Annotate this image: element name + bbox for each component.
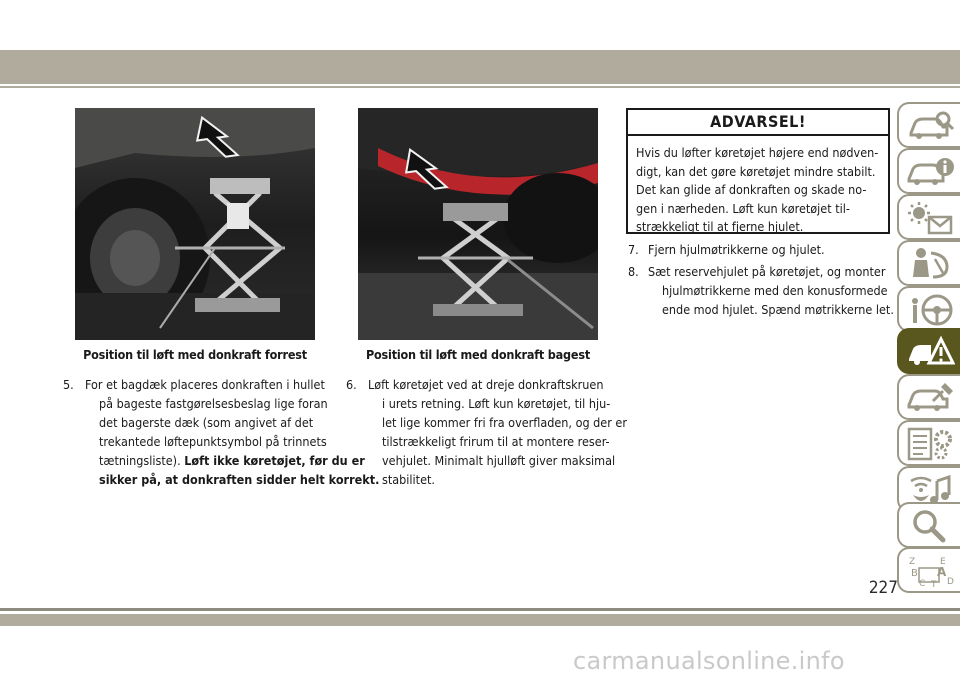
step-text: i urets retning. Løft kun køretøjet, til hju- [382,396,611,411]
step-text: på bageste fastgørelsesbeslag lige foran [99,396,328,411]
top-header-rule [0,86,960,88]
step-text: trekantede løftepunktsymbol på trinnets [99,434,327,449]
step-text-emphasis: Løft ikke køretøjet, før du er [184,453,365,468]
step-5 [63,375,380,489]
chapter-tab-info[interactable] [897,148,960,194]
step-6 [346,375,627,489]
step-8 [628,262,898,319]
car-inspection-icon [907,109,955,143]
step-number: 7. [628,242,639,257]
photo-jack-rear [358,108,598,340]
chapter-tab-specifications[interactable] [897,420,960,466]
step-text: tilstrækkeligt frirum til at montere reser- [382,434,610,449]
step-text-emphasis: sikker på, at donkraften sidder helt korrekt. [99,472,380,487]
step-text: det bagerste dæk (som angivet af det [99,415,314,430]
roadside-emergency-icon [907,335,955,369]
chapter-tab-warning-lights[interactable] [897,194,960,240]
step-text: Løft køretøjet ved at dreje donkraftskruen [368,377,604,392]
index-letter: A [937,565,947,579]
warning-text: Hvis du løfter køretøjet højere end nødven- [636,145,879,160]
warning-text: Det kan glide af donkraften og skade no- [636,182,867,197]
step-7 [628,240,898,259]
step-text: hjulmøtrikkerne med den konusformede [662,283,888,298]
index-letter: Z [909,557,916,567]
car-info-icon [907,155,955,189]
footer-rule [0,608,960,611]
chapter-tab-safety[interactable] [897,240,960,286]
chapter-tab-service[interactable] [897,374,960,420]
car-service-icon [907,381,955,415]
page-number: 227 [868,578,898,598]
photo-caption-front: Position til løft med donkraft forrest [83,347,307,362]
step-text: vehjulet. Minimalt hjulløft giver maksimal [382,453,616,468]
chapter-tab-inspection[interactable] [897,102,960,148]
warning-text: gen i nærheden. Løft kun køretøjet til- [636,200,850,216]
photo-caption-rear: Position til løft med donkraft bagest [365,347,590,362]
step-text: ende mod hjulet. Spænd møtrikkerne let. [662,302,894,317]
index-letter: C [919,579,926,588]
steering-wheel-controls-icon [907,293,955,327]
warning-lights-message-icon [907,201,955,235]
index-letter: B [911,568,918,579]
specifications-gear-icon [907,427,955,461]
step-text: let lige kommer fri fra overfladen, og der er [382,415,627,430]
footer-band [0,614,960,626]
person-airbag-icon [907,247,955,281]
step-number: 8. [628,264,639,279]
index-letter: D [947,577,954,587]
warning-box [626,108,890,234]
chapter-tab-emergency[interactable] [897,328,960,374]
warning-text: strækkeligt til at fjerne hjulet. [636,219,804,234]
index-letter: E [940,557,946,567]
step-number: 5. [63,377,74,392]
search-icon [907,509,955,543]
warning-body [628,136,888,237]
step-text: Fjern hjulmøtrikkerne og hjulet. [648,242,825,257]
top-header-band [0,50,960,84]
alphabetical-index-icon [907,554,955,588]
index-letter: T [931,580,937,588]
step-number: 6. [346,377,357,392]
step-text: For et bagdæk placeres donkraften i hullet [85,377,325,392]
warning-text: digt, kan det gøre køretøjet mindre stabilt. [636,163,876,179]
step-text: tætningsliste). [99,453,185,468]
chapter-tab-controls[interactable] [897,286,960,332]
step-text: Sæt reservehjulet på køretøjet, og monter [648,264,886,279]
photo-jack-front [75,108,315,340]
watermark: carmanualsonline.info [573,647,845,675]
warning-title: ADVARSEL! [628,110,888,136]
chapter-tab-search[interactable] [897,502,960,548]
step-text: stabilitet. [382,472,435,487]
chapter-tab-index[interactable] [897,547,960,593]
